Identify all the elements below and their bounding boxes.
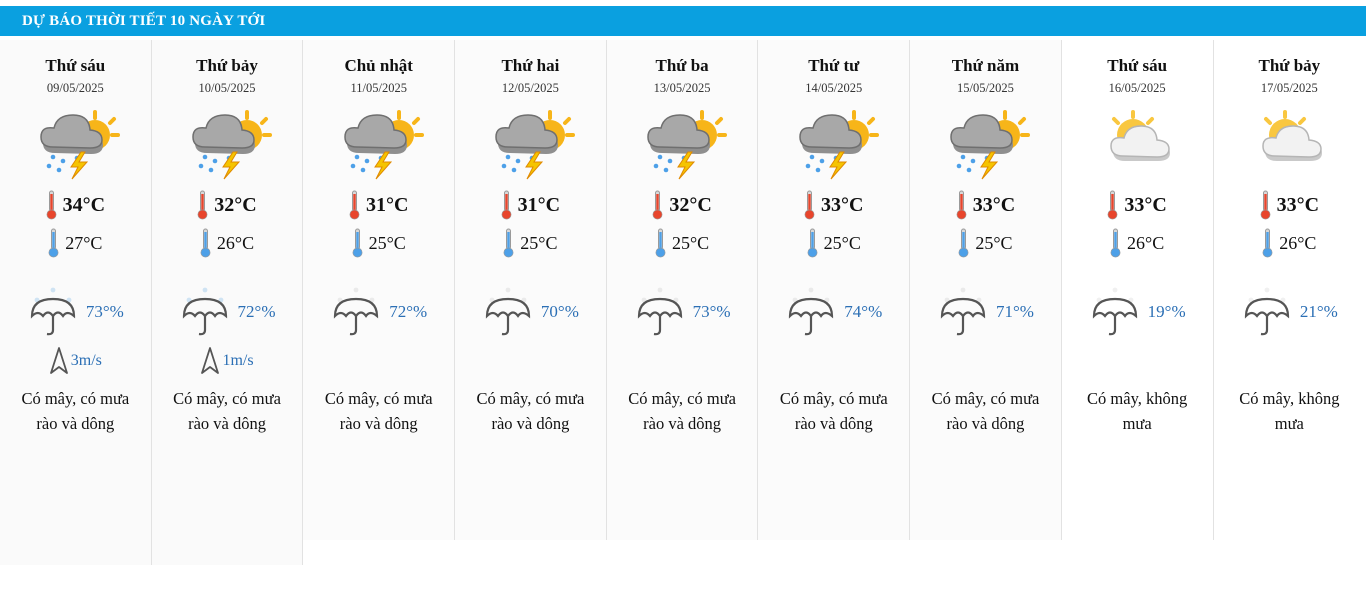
low-temp-value: 25°C	[975, 232, 1013, 253]
precipitation-value: 73°%	[692, 302, 731, 321]
high-temp-value: 33°C	[1124, 193, 1167, 216]
day-name: Thứ bảy	[1258, 56, 1321, 75]
thermometer-hot-icon	[349, 189, 360, 221]
day-name: Thứ ba	[655, 56, 709, 75]
day-description: Có mây, có mưa rào và dông	[21, 389, 130, 433]
thermometer-hot-icon	[1107, 189, 1118, 221]
high-temp-value: 31°C	[365, 193, 409, 216]
day-date: 11/05/2025	[350, 81, 407, 95]
thermometer-cold-icon	[807, 227, 818, 259]
precipitation-value: 74°%	[844, 302, 883, 321]
page-title: DỰ BÁO THỜI TIẾT 10 NGÀY TỚI	[22, 12, 266, 29]
wind-arrow-icon	[200, 346, 220, 376]
high-temp-row	[758, 188, 909, 222]
high-temp-value: 33°C	[821, 193, 864, 216]
weather-icon-partly-cloudy	[1214, 108, 1366, 182]
forecast-day-card[interactable]	[910, 40, 1062, 540]
forecast-day-card[interactable]	[1214, 40, 1366, 540]
thermometer-hot-icon	[501, 189, 512, 221]
high-temp-value: 33°C	[1276, 193, 1320, 216]
low-temp-row	[1062, 226, 1213, 260]
precipitation-row	[910, 286, 1061, 338]
wind-value: 3m/s	[70, 352, 102, 369]
umbrella-rain-icon	[179, 286, 231, 338]
low-temp-value: 25°C	[671, 232, 710, 253]
thermometer-cold-icon	[655, 227, 666, 259]
thermometer-cold-icon	[958, 227, 969, 259]
precipitation-row	[607, 286, 758, 338]
low-temp-value: 26°C	[216, 232, 255, 253]
low-temp-row	[910, 226, 1061, 260]
thermometer-hot-icon	[1260, 189, 1271, 221]
low-temp-value: 26°C	[1279, 232, 1317, 253]
thermometer-hot-icon	[46, 189, 57, 221]
forecast-title-bar	[0, 6, 1366, 36]
day-date: 13/05/2025	[653, 81, 711, 95]
weather-icon-storm	[303, 108, 454, 182]
day-date: 10/05/2025	[198, 81, 256, 95]
umbrella-rain-icon	[937, 286, 989, 338]
weather-icon-storm	[910, 108, 1061, 182]
low-temp-row	[758, 226, 909, 260]
thermometer-cold-icon	[1262, 227, 1273, 259]
thermometer-cold-icon	[1110, 227, 1121, 259]
umbrella-rain-icon	[785, 286, 837, 338]
low-temp-row	[303, 226, 454, 260]
high-temp-row	[910, 188, 1061, 222]
high-temp-value: 34°C	[62, 193, 106, 216]
weather-icon-storm	[607, 108, 758, 182]
forecast-day-card[interactable]	[152, 40, 304, 565]
low-temp-value: 25°C	[368, 232, 406, 253]
day-date: 15/05/2025	[956, 81, 1014, 95]
forecast-day-card[interactable]	[303, 40, 455, 540]
precipitation-row	[758, 286, 909, 338]
wind-value: 1m/s	[222, 352, 254, 369]
precipitation-row	[1214, 286, 1366, 338]
precipitation-row	[152, 286, 303, 338]
precipitation-row	[455, 286, 606, 338]
day-description: Có mây, không mưa	[1239, 389, 1340, 433]
precipitation-value: 72°%	[237, 302, 276, 321]
umbrella-rain-icon	[330, 286, 382, 338]
bottom-spacer	[0, 575, 1366, 589]
day-name: Thứ tư	[808, 56, 860, 75]
umbrella-rain-icon	[1241, 286, 1293, 338]
day-name: Thứ năm	[951, 56, 1020, 75]
thermometer-hot-icon	[652, 189, 663, 221]
umbrella-rain-icon	[27, 286, 79, 338]
high-temp-value: 33°C	[972, 193, 1016, 216]
forecast-day-card[interactable]	[1062, 40, 1214, 540]
day-description: Có mây, có mưa rào và dông	[779, 389, 888, 433]
day-description: Có mây, không mưa	[1087, 389, 1188, 433]
day-name: Thứ hai	[501, 56, 560, 75]
precipitation-value: 21°%	[1299, 302, 1338, 321]
forecast-day-card[interactable]	[607, 40, 759, 540]
high-temp-row	[455, 188, 606, 222]
high-temp-row	[0, 188, 151, 222]
wind-arrow-icon	[49, 346, 69, 376]
low-temp-value: 26°C	[1127, 232, 1165, 253]
high-temp-row	[303, 188, 454, 222]
precipitation-value: 19°%	[1147, 302, 1186, 321]
day-name: Thứ bảy	[196, 56, 258, 75]
thermometer-hot-icon	[804, 189, 815, 221]
day-description: Có mây, có mưa rào và dông	[173, 389, 281, 433]
high-temp-row	[607, 188, 758, 222]
low-temp-value: 27°C	[65, 232, 103, 253]
weather-icon-storm	[758, 108, 909, 182]
day-description: Có mây, có mưa rào và dông	[628, 389, 736, 433]
weather-icon-storm	[0, 108, 151, 182]
precipitation-value: 73°%	[85, 302, 124, 321]
high-temp-value: 32°C	[214, 193, 257, 216]
precipitation-value: 71°%	[995, 302, 1034, 321]
forecast-day-list	[0, 40, 1366, 575]
thermometer-cold-icon	[352, 227, 363, 259]
forecast-day-card[interactable]	[0, 40, 152, 565]
low-temp-value: 25°C	[823, 232, 861, 253]
umbrella-rain-icon	[634, 286, 686, 338]
high-temp-row	[152, 188, 303, 222]
day-date: 09/05/2025	[46, 81, 104, 95]
low-temp-row	[607, 226, 758, 260]
forecast-day-card[interactable]	[455, 40, 607, 540]
low-temp-row	[0, 226, 151, 260]
day-name: Thứ sáu	[45, 56, 106, 75]
thermometer-cold-icon	[200, 227, 211, 259]
wind-row	[152, 344, 303, 378]
wind-row	[0, 344, 151, 378]
weather-icon-partly-cloudy	[1062, 108, 1213, 182]
precipitation-row	[1062, 286, 1213, 338]
day-name: Chủ nhật	[344, 56, 413, 75]
thermometer-hot-icon	[197, 189, 208, 221]
weather-icon-storm	[152, 108, 303, 182]
umbrella-rain-icon	[1089, 286, 1141, 338]
precipitation-value: 72°%	[389, 302, 428, 321]
day-name: Thứ sáu	[1107, 56, 1168, 75]
thermometer-hot-icon	[956, 189, 967, 221]
low-temp-row	[1214, 226, 1366, 260]
forecast-day-card[interactable]	[758, 40, 910, 540]
thermometer-cold-icon	[503, 227, 514, 259]
low-temp-value: 25°C	[520, 232, 558, 253]
high-temp-row	[1214, 188, 1366, 222]
low-temp-row	[455, 226, 606, 260]
precipitation-value: 70°%	[540, 302, 579, 321]
day-date: 14/05/2025	[805, 81, 863, 95]
precipitation-row	[303, 286, 454, 338]
low-temp-row	[152, 226, 303, 260]
umbrella-rain-icon	[482, 286, 534, 338]
day-description: Có mây, có mưa rào và dông	[476, 389, 585, 433]
high-temp-row	[1062, 188, 1213, 222]
high-temp-value: 32°C	[669, 193, 712, 216]
precipitation-row	[0, 286, 151, 338]
high-temp-value: 31°C	[517, 193, 561, 216]
day-date: 17/05/2025	[1260, 81, 1318, 95]
day-description: Có mây, có mưa rào và dông	[324, 389, 433, 433]
thermometer-cold-icon	[48, 227, 59, 259]
day-description: Có mây, có mưa rào và dông	[931, 389, 1040, 433]
day-date: 12/05/2025	[501, 81, 559, 95]
day-date: 16/05/2025	[1108, 81, 1166, 95]
weather-icon-storm	[455, 108, 606, 182]
